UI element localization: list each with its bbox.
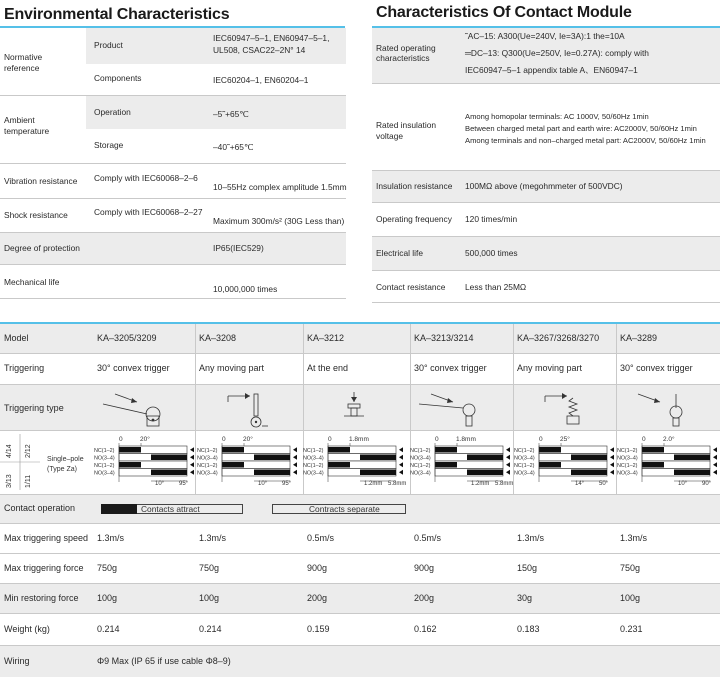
contact-row-label: NO(3–4)	[94, 470, 115, 477]
contact-row-label: NO(3–4)	[303, 455, 324, 462]
divider	[0, 645, 720, 646]
contact-closed-bar	[360, 455, 396, 461]
direction-marker	[399, 470, 403, 475]
travel-start-label: 0	[119, 436, 123, 443]
contact-row-label: NO(3–4)	[617, 455, 638, 462]
direction-marker	[610, 470, 614, 475]
cm-label: Insulation resistance	[376, 181, 453, 191]
direction-marker	[293, 455, 297, 460]
side-label-b: 2/12	[25, 444, 32, 458]
env-label: Shock resistance	[4, 210, 68, 220]
travel-start-label: 0	[435, 436, 439, 443]
contact-closed-bar	[674, 455, 710, 461]
direction-marker	[713, 462, 717, 467]
cm-value: ˜AC–15: A300(Ue=240V, Ie=3A):1 the=10A	[465, 31, 625, 41]
contact-diagram	[409, 432, 513, 494]
restoring-value: 200g	[414, 593, 435, 603]
contact-closed-bar	[222, 447, 244, 453]
env-label: Vibration resistance	[4, 176, 78, 186]
divider	[0, 232, 346, 233]
divider	[0, 198, 346, 199]
row-label-model: Model	[4, 333, 29, 343]
restoring-value: 30g	[517, 593, 533, 603]
overtravel-label: 14°	[575, 481, 585, 487]
contact-closed-bar	[571, 455, 607, 461]
cm-value: IEC60947–5–1 appendix table A、EN60947–1	[465, 65, 638, 75]
direction-marker	[610, 447, 614, 452]
total-travel-label: 5.8mm	[388, 481, 406, 487]
contact-diagram	[616, 432, 720, 494]
travel-pretravel-label: 1.8mm	[349, 436, 369, 443]
env-label: Mechanical life	[4, 277, 60, 287]
contact-closed-bar	[151, 470, 187, 476]
contact-row-label: NC(1–2)	[94, 462, 115, 469]
triggering-value: Any moving part	[517, 363, 583, 373]
total-travel-label: 95°	[179, 481, 189, 487]
rod	[254, 394, 258, 416]
direction-marker	[399, 447, 403, 452]
contact-row-label: NO(3–4)	[410, 455, 431, 462]
cm-value: ═DC–13: Q300(Ue=250V, Ie=0.27A): comply with	[465, 48, 649, 58]
speed-value: 0.5m/s	[307, 533, 335, 543]
contact-closed-bar	[435, 462, 457, 468]
cm-label: voltage	[376, 131, 404, 141]
restoring-value: 100g	[620, 593, 641, 603]
env-sub: Operation	[94, 107, 131, 117]
single-pole-label: Single–pole	[47, 456, 84, 463]
triggering-type-icon	[411, 386, 511, 430]
contact-row-label: NC(1–2)	[197, 462, 218, 469]
side-label-d: 1/11	[25, 474, 32, 488]
overtravel-label: 1.2mm	[471, 481, 490, 487]
direction-marker	[506, 462, 510, 467]
divider	[0, 523, 720, 524]
divider	[0, 583, 720, 584]
triggering-value: Any moving part	[199, 363, 265, 373]
direction-marker	[610, 462, 614, 467]
env-label: Normative reference	[4, 52, 43, 73]
arrow-head	[245, 393, 250, 399]
divider	[0, 494, 720, 495]
cm-value: Among terminals and non–charged metal part: AC2000V, 50/60Hz 1min	[465, 136, 706, 145]
direction-marker	[713, 455, 717, 460]
triggering-value: 30° convex trigger	[414, 363, 487, 373]
contact-diagram	[196, 432, 300, 494]
contact-row-label: NC(1–2)	[617, 447, 638, 454]
row-label-triggering-type: Triggering type	[4, 403, 64, 413]
contact-closed-bar	[539, 447, 561, 453]
env-value: IP65(IEC529)	[213, 243, 264, 253]
cm-label: Rated operating	[376, 43, 436, 53]
contact-module-title: Characteristics Of Contact Module	[376, 4, 632, 21]
divider	[0, 353, 720, 354]
model-name: KA–3212	[307, 333, 345, 343]
legend-attract-swatch	[101, 504, 137, 514]
row-label-speed: Max triggering speed	[4, 533, 89, 543]
spring	[569, 398, 577, 416]
travel-pretravel-label: 20°	[243, 436, 253, 443]
divider	[372, 170, 720, 171]
contact-closed-bar	[119, 462, 141, 468]
plunger-body	[351, 408, 357, 416]
triggering-value: 30° convex trigger	[97, 363, 170, 373]
speed-value: 1.3m/s	[517, 533, 545, 543]
restoring-value: 100g	[97, 593, 118, 603]
contact-row-label: NC(1–2)	[303, 462, 324, 469]
direction-marker	[506, 447, 510, 452]
direction-marker	[293, 470, 297, 475]
contact-closed-bar	[328, 462, 350, 468]
restoring-value: 100g	[199, 593, 220, 603]
model-name: KA–3208	[199, 333, 237, 343]
env-value: 10–55Hz complex amplitude 1.5mm	[213, 182, 347, 192]
triggering-type-icon	[304, 386, 404, 430]
cm-value: 120 times/min	[465, 214, 518, 224]
contact-closed-bar	[435, 447, 457, 453]
side-label-a: 4/14	[6, 444, 13, 458]
contact-row-label: NO(3–4)	[617, 470, 638, 477]
env-label: Degree of protection	[4, 243, 80, 253]
env-sub: Storage	[94, 140, 124, 150]
legend-separate-label: Contracts separate	[309, 504, 380, 514]
arrow-head	[351, 397, 357, 402]
travel-pretravel-label: 25°	[560, 436, 570, 443]
force-value: 750g	[620, 563, 641, 573]
divider	[372, 236, 720, 237]
contact-closed-bar	[151, 455, 187, 461]
cm-value: Less than 25MΩ	[465, 282, 527, 292]
weight-value: 0.159	[307, 624, 330, 634]
direction-marker	[190, 447, 194, 452]
speed-value: 1.3m/s	[620, 533, 648, 543]
overtravel-label: 1.2mm	[364, 481, 383, 487]
direction-marker	[610, 455, 614, 460]
total-travel-label: 50°	[599, 481, 609, 487]
cm-label: Contact resistance	[376, 282, 446, 292]
total-travel-label: 90°	[702, 481, 712, 487]
contact-row-label: NO(3–4)	[197, 470, 218, 477]
weight-value: 0.162	[414, 624, 437, 634]
contact-row-label: NO(3–4)	[197, 455, 218, 462]
contact-diagram	[513, 432, 617, 494]
env-value: IEC60204–1, EN60204–1	[213, 75, 309, 85]
force-value: 900g	[307, 563, 328, 573]
contact-row-label: NO(3–4)	[514, 455, 535, 462]
contact-diagram	[93, 432, 197, 494]
contact-row-label: NC(1–2)	[410, 462, 431, 469]
direction-marker	[713, 470, 717, 475]
contact-closed-bar	[642, 447, 664, 453]
cm-shade	[372, 236, 720, 270]
contact-row-label: NC(1–2)	[94, 447, 115, 454]
triggering-type-icon	[95, 386, 195, 430]
divider	[372, 302, 720, 303]
pivot	[255, 421, 257, 423]
triggering-value: 30° convex trigger	[620, 363, 693, 373]
env-sub: Comply with IEC60068–2–6	[94, 173, 198, 183]
type-label: (Type Za)	[47, 466, 77, 473]
switch-body	[673, 418, 679, 426]
contact-closed-bar	[571, 470, 607, 476]
divider	[0, 298, 346, 299]
contact-closed-bar	[254, 470, 290, 476]
divider	[372, 83, 720, 84]
divider	[0, 553, 720, 554]
travel-start-label: 0	[328, 436, 332, 443]
triggering-value: At the end	[307, 363, 349, 373]
total-travel-label: 5.8mm	[495, 481, 513, 487]
env-sub: Comply with IEC60068–2–27	[94, 207, 203, 217]
legend-attract-label: Contacts attract	[141, 504, 200, 514]
roller	[463, 404, 475, 416]
contact-row-label: NC(1–2)	[514, 462, 535, 469]
pivot	[152, 419, 155, 422]
contact-closed-bar	[254, 455, 290, 461]
env-value: –40˜+65℃	[213, 142, 254, 152]
travel-pretravel-label: 20°	[140, 436, 150, 443]
arrow-head	[447, 398, 453, 403]
rod	[466, 416, 472, 426]
force-value: 750g	[97, 563, 118, 573]
env-value: UL508, CSAC22–2N° 14	[213, 45, 306, 55]
row-label-triggering: Triggering	[4, 363, 45, 373]
contact-row-label: NO(3–4)	[514, 470, 535, 477]
env-value: Maximum 300m/s² (30G Less than)	[213, 216, 345, 226]
contact-closed-bar	[222, 462, 244, 468]
triggering-type-icon	[198, 386, 298, 430]
weight-value: 0.214	[97, 624, 120, 634]
weight-value: 0.183	[517, 624, 540, 634]
contact-diagram	[302, 432, 406, 494]
contact-closed-bar	[328, 447, 350, 453]
contact-closed-bar	[360, 470, 396, 476]
direction-marker	[190, 470, 194, 475]
divider	[0, 430, 720, 431]
divider	[0, 163, 346, 164]
travel-pretravel-label: 2.0°	[663, 436, 675, 443]
wiring-value: Φ9 Max (IP 65 if use cable Φ8–9)	[97, 656, 231, 666]
cm-label: Rated insulation	[376, 120, 437, 130]
switch-body	[567, 416, 579, 424]
overtravel-label: 10°	[678, 481, 688, 487]
side-label-c: 3/13	[6, 474, 13, 488]
arrow-head	[131, 398, 137, 403]
contact-row-label: NO(3–4)	[303, 470, 324, 477]
travel-start-label: 0	[222, 436, 226, 443]
weight-value: 0.214	[199, 624, 222, 634]
restoring-value: 200g	[307, 593, 328, 603]
contact-closed-bar	[467, 455, 503, 461]
contact-row-label: NC(1–2)	[410, 447, 431, 454]
contact-row-label: NO(3–4)	[410, 470, 431, 477]
contact-closed-bar	[119, 447, 141, 453]
row-label-contact-operation: Contact operation	[4, 503, 76, 513]
model-name: KA–3289	[620, 333, 658, 343]
env-title: Environmental Characteristics	[4, 6, 230, 23]
divider	[372, 270, 720, 271]
env-sub: Product	[94, 40, 123, 50]
lever-arm	[419, 404, 463, 408]
cm-value: Among homopolar terminals: AC 1000V, 50/60Hz 1min	[465, 112, 649, 121]
lever-arm	[103, 404, 147, 414]
total-travel-label: 95°	[282, 481, 292, 487]
cm-label: Operating frequency	[376, 214, 452, 224]
force-value: 150g	[517, 563, 538, 573]
force-value: 900g	[414, 563, 435, 573]
force-value: 750g	[199, 563, 220, 573]
speed-value: 0.5m/s	[414, 533, 442, 543]
direction-marker	[506, 455, 510, 460]
triggering-type-icon	[515, 386, 615, 430]
arrow-head	[654, 398, 660, 403]
direction-marker	[399, 455, 403, 460]
row-label-wiring: Wiring	[4, 656, 30, 666]
side-label-block	[0, 432, 90, 492]
contact-row-label: NC(1–2)	[303, 447, 324, 454]
env-label: Ambient temperature	[4, 115, 50, 136]
direction-marker	[293, 447, 297, 452]
overtravel-label: 10°	[155, 481, 165, 487]
speed-value: 1.3m/s	[97, 533, 125, 543]
divider	[0, 95, 346, 96]
direction-marker	[190, 455, 194, 460]
cm-label: Electrical life	[376, 248, 424, 258]
cm-value: 100MΩ above (megohmmeter of 500VDC)	[465, 181, 623, 191]
speed-value: 1.3m/s	[199, 533, 227, 543]
direction-marker	[190, 462, 194, 467]
row-label-force: Max triggering force	[4, 563, 84, 573]
model-name: KA–3213/3214	[414, 333, 474, 343]
direction-marker	[399, 462, 403, 467]
model-name: KA–3205/3209	[97, 333, 157, 343]
model-name: KA–3267/3268/3270	[517, 333, 600, 343]
contact-closed-bar	[642, 462, 664, 468]
row-label-weight: Weight (kg)	[4, 624, 50, 634]
divider	[0, 613, 720, 614]
contact-row-label: NC(1–2)	[617, 462, 638, 469]
arrow-head	[562, 393, 567, 399]
plunger-cap	[348, 404, 360, 408]
env-value: IEC60947–5–1, EN60947–5–1,	[213, 33, 330, 43]
env-value: 10,000,000 times	[213, 284, 278, 294]
direction-marker	[293, 462, 297, 467]
cm-value: 500,000 times	[465, 248, 518, 258]
cm-value: Between charged metal part and earth wire: AC2000V, 50/60Hz 1min	[465, 124, 697, 133]
contact-closed-bar	[539, 462, 561, 468]
direction-marker	[713, 447, 717, 452]
contact-row-label: NO(3–4)	[94, 455, 115, 462]
weight-value: 0.231	[620, 624, 643, 634]
env-value: –5˜+65℃	[213, 109, 249, 119]
contact-closed-bar	[467, 470, 503, 476]
contact-row-label: NC(1–2)	[197, 447, 218, 454]
travel-pretravel-label: 1.8mm	[456, 436, 476, 443]
env-sub: Components	[94, 73, 142, 83]
travel-start-label: 0	[539, 436, 543, 443]
direction-marker	[506, 470, 510, 475]
divider	[0, 264, 346, 265]
row-label-restoring: Min restoring force	[4, 593, 79, 603]
divider	[372, 202, 720, 203]
travel-start-label: 0	[642, 436, 646, 443]
contact-closed-bar	[674, 470, 710, 476]
triggering-type-icon	[618, 386, 718, 430]
cm-label: characteristics	[376, 53, 430, 63]
overtravel-label: 10°	[258, 481, 268, 487]
contact-row-label: NC(1–2)	[514, 447, 535, 454]
divider	[0, 384, 720, 385]
